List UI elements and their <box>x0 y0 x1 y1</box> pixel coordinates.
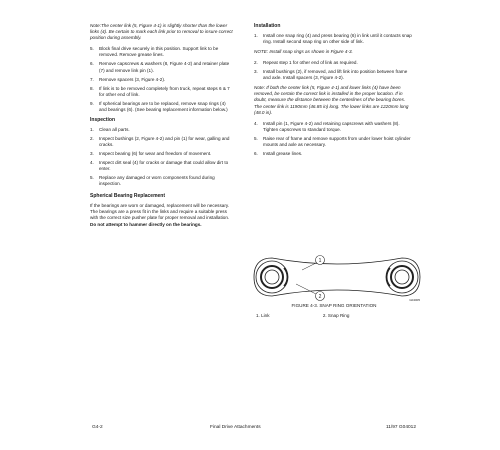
center-link-note: Note: If both the center link (5, Figure 4-1) and lower links (4) have been removed, be certain the correct link is installed in the proper location. If in doubt, measure the distance between the centerlines of the bearing bores. The center link is 1190mm (46.85 in) long. The lower links are 1220mm long (48.0 in). <box>254 85 409 115</box>
step-text: Install one snap ring (4) and press bearing (6) in link until it contacts snap ring. Install second snap ring on other side of link. <box>263 32 412 44</box>
step-text: Clean all parts. <box>99 126 130 132</box>
removal-steps <box>90 46 233 113</box>
step-number: 8. <box>90 85 94 91</box>
step-text: Block final drive securely in this position. Support link to be removed. Remove grease lines. <box>99 46 219 58</box>
step-text: If link is to be removed completely from truck, repeat steps 6 & 7 for other end of link. <box>99 85 230 97</box>
step-item <box>90 175 233 187</box>
step-number: 4. <box>90 159 94 165</box>
footer-date-code: 11/97 G04012 <box>385 425 416 430</box>
step-number: 6. <box>254 150 258 156</box>
step-item <box>254 151 414 157</box>
footer-page-number: G4-2 <box>92 425 103 430</box>
installation-steps-1 <box>254 33 414 45</box>
step-text: Replace any damaged or worn components found during inspection. <box>99 175 215 187</box>
step-item <box>90 77 233 83</box>
step-item <box>254 33 414 45</box>
step-number: 2. <box>254 59 258 65</box>
step-text: Remove capscrews & washers (8, Figure 4-2) and retainer plate (7) and remove link pin (1). <box>99 61 230 73</box>
step-item <box>90 160 233 172</box>
step-number: 5. <box>254 135 258 141</box>
callout-line-1 <box>302 263 316 270</box>
figure-caption: FIGURE 4-3. SNAP RING ORIENTATION <box>291 303 377 308</box>
step-item <box>254 121 414 133</box>
legend-item-link: 1. Link <box>256 313 270 318</box>
step-item <box>254 136 414 148</box>
footer-section-title: Final Drive Attachments <box>210 425 261 430</box>
snap-ring-figure <box>250 250 425 305</box>
step-number: 6. <box>90 61 94 67</box>
installation-heading: Installation <box>254 23 281 29</box>
step-text: Remove spacers (3, Figure 4-2). <box>99 76 166 82</box>
step-item <box>90 46 233 58</box>
step-text: Install pin (1, Figure 4-2) and retaining capscrews with washers (8). Tighten capscrews to standard torque. <box>263 120 400 132</box>
step-number: 3. <box>254 68 258 74</box>
step-item <box>90 151 233 157</box>
left-bearing-mid <box>261 266 283 288</box>
left-column <box>90 23 233 232</box>
step-text: Install bushings (2), if removed, and lift link into position between frame and axle. Install spacers (3, Figure 4-2). <box>263 68 408 80</box>
snap-ring-note: NOTE: Install snap rings as shown in Figure 4-3. <box>254 48 353 54</box>
step-number: 5. <box>90 175 94 181</box>
step-item <box>254 60 414 66</box>
step-item <box>90 86 233 98</box>
intro-note: Note:The center link (5, Figure 4-1) is slightly shorter than the lower links (4). Be certain to mark each link prior to removal to insure correct position during assembly. <box>90 23 233 41</box>
legend-item-snap-ring: 2. Snap Ring <box>322 313 350 318</box>
step-number: 3. <box>90 150 94 156</box>
callout-1: 1 <box>318 257 322 264</box>
figure-legend <box>254 313 414 319</box>
step-item <box>254 69 414 81</box>
step-number: 7. <box>90 76 94 82</box>
installation-steps-2 <box>254 60 414 81</box>
step-number: 9. <box>90 100 94 106</box>
right-bearing-inner <box>395 270 409 284</box>
step-text: Install grease lines. <box>263 150 303 156</box>
step-text: If spherical bearings are to be replaced, remove snap rings (4) and bearings (6). (See bearing replacement information below.) <box>99 100 228 112</box>
bearing-warning: Do not attempt to hammer directly on the bearings. <box>90 221 202 227</box>
step-text: Inspect bearing (6) for wear and freedom of movement. <box>99 150 212 156</box>
right-bearing-mid <box>391 266 413 288</box>
step-number: 1. <box>254 32 258 38</box>
figure-code: G04005 <box>409 298 420 302</box>
step-number: 2. <box>90 135 94 141</box>
step-item <box>90 127 233 133</box>
right-column <box>254 23 414 161</box>
callout-line-2 <box>296 284 316 294</box>
step-number: 4. <box>254 120 258 126</box>
inspection-heading: Inspection <box>90 117 116 124</box>
step-item <box>90 61 233 73</box>
left-bearing-inner <box>265 270 279 284</box>
step-number: 5. <box>90 46 94 52</box>
inspection-steps <box>90 127 233 188</box>
step-number: 1. <box>90 126 94 132</box>
step-text: Repeat step 1 for other end of link as required. <box>263 59 358 65</box>
callout-2: 2 <box>318 293 322 300</box>
step-text: Inspect bushings (2, Figure 4-2) and pin (1) for wear, galling and cracks. <box>99 135 230 147</box>
step-text: Inspect dirt seal (4) for cracks or damage that could allow dirt to enter. <box>99 159 229 172</box>
bearing-paragraph <box>90 203 233 228</box>
step-text: Raise rear of frame and remove supports from under lower hoist cylinder mounts and axle as necessary. <box>263 135 411 147</box>
step-item <box>90 101 233 113</box>
bearing-heading: Spherical Bearing Replacement <box>90 193 166 200</box>
installation-steps-3 <box>254 121 414 158</box>
step-item <box>90 136 233 148</box>
bearing-text: If the bearings are worn or damaged, replacement will be necessary. The bearings are a press fit in the links and require a suitable press with the correct size pusher plate for proper removal and installation. <box>90 202 230 221</box>
